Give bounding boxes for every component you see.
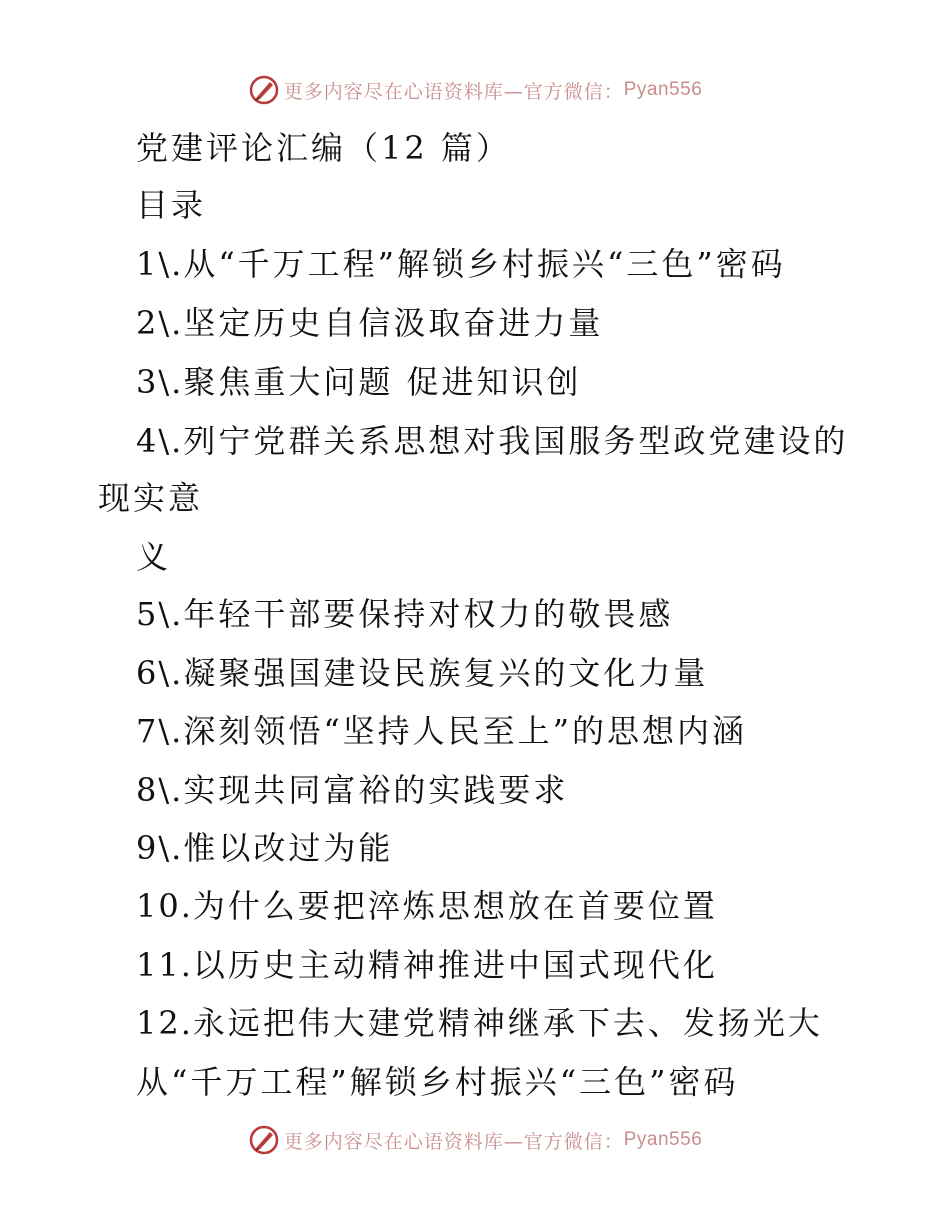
toc-item-12 [136,1003,823,1043]
toc-item-number: 6\. [136,654,184,692]
toc-item-text: 聚焦重大问题 促进知识创 [183,363,582,401]
toc-item-text: 坚定历史自信汲取奋进力量 [183,304,604,342]
toc-item-number: 11. [136,946,193,984]
document-title: 党建评论汇编（12 篇） [136,129,511,167]
toc-item-text: 从“千万工程”解锁乡村振兴“三色”密码 [183,245,786,283]
toc-item-6 [136,653,708,693]
toc-item-number: 7\. [136,712,184,750]
watermark-header [0,72,950,108]
toc-item-text: 永远把伟大建党精神继承下去、发扬光大 [192,1004,823,1042]
toc-item-5 [136,594,673,634]
toc-item-10 [136,886,718,926]
toc-item-text: 惟以改过为能 [183,829,394,867]
toc-item-number: 10. [136,887,193,925]
toc-item-text: 深刻领悟“坚持人民至上”的思想内涵 [183,712,748,750]
watermark-text: 更多内容尽在心语资料库—官方微信： [283,80,624,103]
toc-item-4-continued [98,478,203,518]
toc-item-text: 现实意 [98,479,204,517]
watermark-wechat: Pyan556 [623,1129,703,1150]
article-title: 从“千万工程”解锁乡村振兴“三色”密码 [136,1063,739,1101]
toc-item-3 [136,362,582,402]
toc-item-number: 5\. [136,595,184,633]
watermark-text: 更多内容尽在心语资料库—官方微信： [283,1130,624,1153]
toc-item-text: 实现共同富裕的实践要求 [183,771,569,809]
toc-item-2 [136,303,603,343]
toc-item-1 [136,244,786,284]
toc-item-number: 12. [136,1004,193,1042]
toc-item-4 [136,421,848,461]
toc-item-text: 列宁党群关系思想对我国服务型政党建设的 [183,422,849,460]
toc-item-number: 2\. [136,304,184,342]
watermark-wechat: Pyan556 [623,79,703,100]
toc-heading: 目录 [136,186,207,224]
quill-logo-icon [248,1124,280,1156]
toc-item-text: 年轻干部要保持对权力的敬畏感 [183,595,674,633]
toc-item-8 [136,770,568,810]
toc-item-text: 以历史主动精神推进中国式现代化 [192,946,718,984]
toc-item-number: 9\. [136,829,184,867]
toc-item-text: 义 [136,538,172,576]
toc-item-9 [136,828,393,868]
toc-item-11 [136,945,718,985]
toc-item-number: 4\. [136,422,184,460]
toc-item-number: 3\. [136,363,184,401]
toc-item-number: 8\. [136,771,184,809]
toc-item-4-continued-2 [136,537,171,577]
toc-item-text: 为什么要把淬炼思想放在首要位置 [192,887,718,925]
toc-item-number: 1\. [136,245,184,283]
watermark-footer [0,1122,950,1158]
toc-item-text: 凝聚强国建设民族复兴的文化力量 [183,654,709,692]
toc-item-7 [136,711,747,751]
quill-logo-icon [248,74,280,106]
